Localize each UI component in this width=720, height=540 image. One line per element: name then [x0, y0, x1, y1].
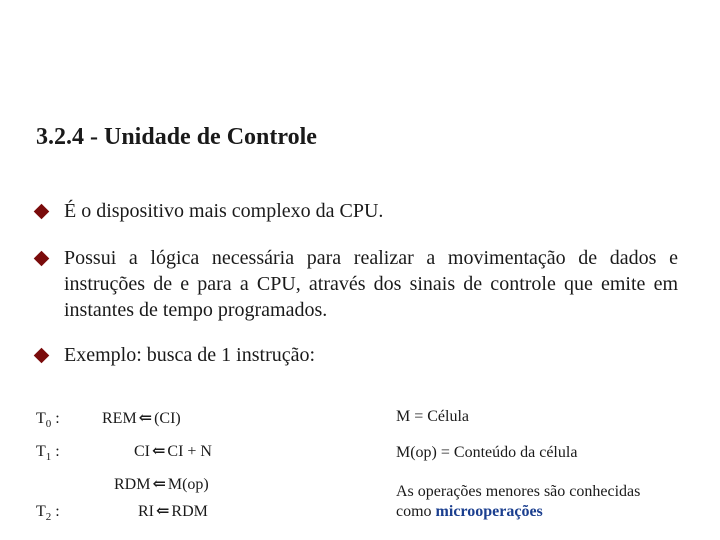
- step-source: M(op): [167, 476, 209, 494]
- bullet-item: [36, 245, 678, 323]
- step-row: [36, 405, 212, 438]
- step-row: [36, 471, 212, 498]
- step-label: $T_0$ :: [36, 410, 60, 431]
- bullet-item: [36, 198, 678, 224]
- step-source: RDM: [171, 503, 208, 521]
- left-arrow-icon: ⇐: [152, 476, 166, 494]
- step-row: [36, 438, 212, 471]
- diamond-bullet-icon: [34, 204, 50, 220]
- step-target: RI: [138, 503, 154, 521]
- bullet-text: Possui a lógica necessária para realizar a movimentação de dados e instruções de e para a CPU, através dos sinais de controle que emite em instantes de tempo programados.: [64, 247, 678, 321]
- microop-steps: [36, 405, 212, 532]
- diamond-bullet-icon: [34, 348, 50, 364]
- step-target: RDM: [114, 476, 151, 494]
- bullet-item: [36, 342, 678, 368]
- left-arrow-icon: ⇐: [138, 410, 153, 427]
- note-microops: [396, 482, 640, 522]
- note-microops-line2: como microoperações: [396, 503, 543, 520]
- diamond-bullet-icon: [34, 251, 50, 267]
- note-m: M = Célula: [396, 408, 470, 425]
- step-label: $T_2$ :: [36, 503, 60, 524]
- microops-highlight: microoperações: [435, 503, 543, 520]
- step-source: CI + N: [167, 443, 212, 461]
- step-source: (CI): [154, 410, 181, 427]
- note-microops-line1: As operações menores são conhecidas: [396, 483, 641, 500]
- left-arrow-icon: ⇐: [156, 503, 170, 521]
- slide-title: 3.2.4 - Unidade de Controle: [36, 124, 317, 150]
- bullet-text: Exemplo: busca de 1 instrução:: [64, 344, 316, 366]
- bullet-text: É o dispositivo mais complexo da CPU.: [64, 200, 384, 222]
- note-mop: M(op) = Conteúdo da célula: [396, 444, 578, 461]
- left-arrow-icon: ⇐: [152, 443, 166, 461]
- step-label: $T_1$ :: [36, 443, 60, 464]
- step-target: CI: [134, 443, 150, 461]
- step-target: REM: [102, 410, 137, 427]
- step-row: [36, 498, 212, 531]
